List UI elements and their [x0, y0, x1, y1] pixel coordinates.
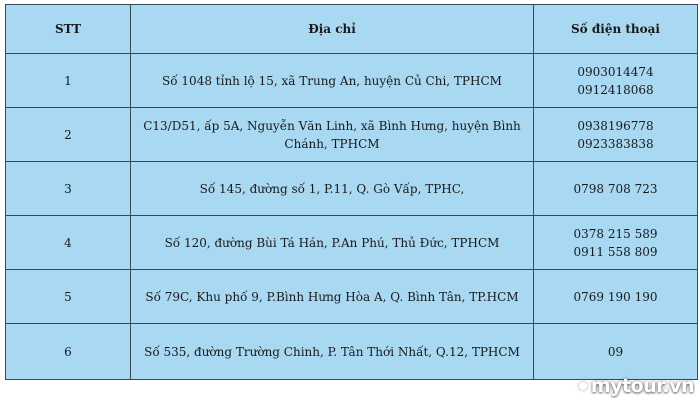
cell-address: C13/D51, ấp 5A, Nguyễn Văn Linh, xã Bình Hưng, huyện Bình Chánh, TPHCM: [131, 108, 534, 162]
cell-phone: [534, 324, 698, 380]
table-row: [6, 216, 698, 270]
cell-stt: 6: [6, 324, 131, 380]
table-row: [6, 108, 698, 162]
cell-phone: [534, 270, 698, 324]
phone-number: 0798 708 723: [573, 181, 658, 196]
phone-number: 0911 558 809: [573, 244, 658, 259]
cell-address: Số 79C, Khu phố 9, P.Bình Hưng Hòa A, Q. Bình Tân, TP.HCM: [131, 270, 534, 324]
cell-stt: 3: [6, 162, 131, 216]
table-row: [6, 324, 698, 380]
cell-address: Số 535, đường Trường Chinh, P. Tân Thới Nhất, Q.12, TPHCM: [131, 324, 534, 380]
phone-number: 0912418068: [577, 82, 654, 97]
watermark-text: mytour.vn: [590, 375, 694, 397]
phone-number: 0938196778: [577, 118, 654, 133]
watermark-logo: [579, 375, 694, 397]
cell-phone: [534, 108, 698, 162]
phone-number: 09: [607, 344, 624, 359]
phone-number: 0378 215 589: [573, 226, 658, 241]
cell-stt: 2: [6, 108, 131, 162]
header-address: Địa chỉ: [131, 5, 534, 54]
cell-stt: 4: [6, 216, 131, 270]
cell-address: Số 145, đường số 1, P.11, Q. Gò Vấp, TPHC,: [131, 162, 534, 216]
cell-phone: [534, 54, 698, 108]
cell-stt: 5: [6, 270, 131, 324]
cell-stt: 1: [6, 54, 131, 108]
table-row: [6, 162, 698, 216]
phone-number: 0903014474: [577, 64, 654, 79]
phone-number: 0769 190 190: [573, 289, 658, 304]
header-stt: STT: [6, 5, 131, 54]
phone-number: 0923383838: [577, 136, 654, 151]
header-phone: Số điện thoại: [534, 5, 698, 54]
cell-phone: [534, 216, 698, 270]
table-row: [6, 270, 698, 324]
address-table: [5, 4, 698, 380]
table-header-row: [6, 5, 698, 54]
cell-address: Số 1048 tỉnh lộ 15, xã Trung An, huyện Củ Chi, TPHCM: [131, 54, 534, 108]
cell-phone: [534, 162, 698, 216]
watermark-dot-icon: [579, 382, 587, 390]
table-row: [6, 54, 698, 108]
cell-address: Số 120, đường Bùi Tá Hán, P.An Phú, Thủ Đức, TPHCM: [131, 216, 534, 270]
